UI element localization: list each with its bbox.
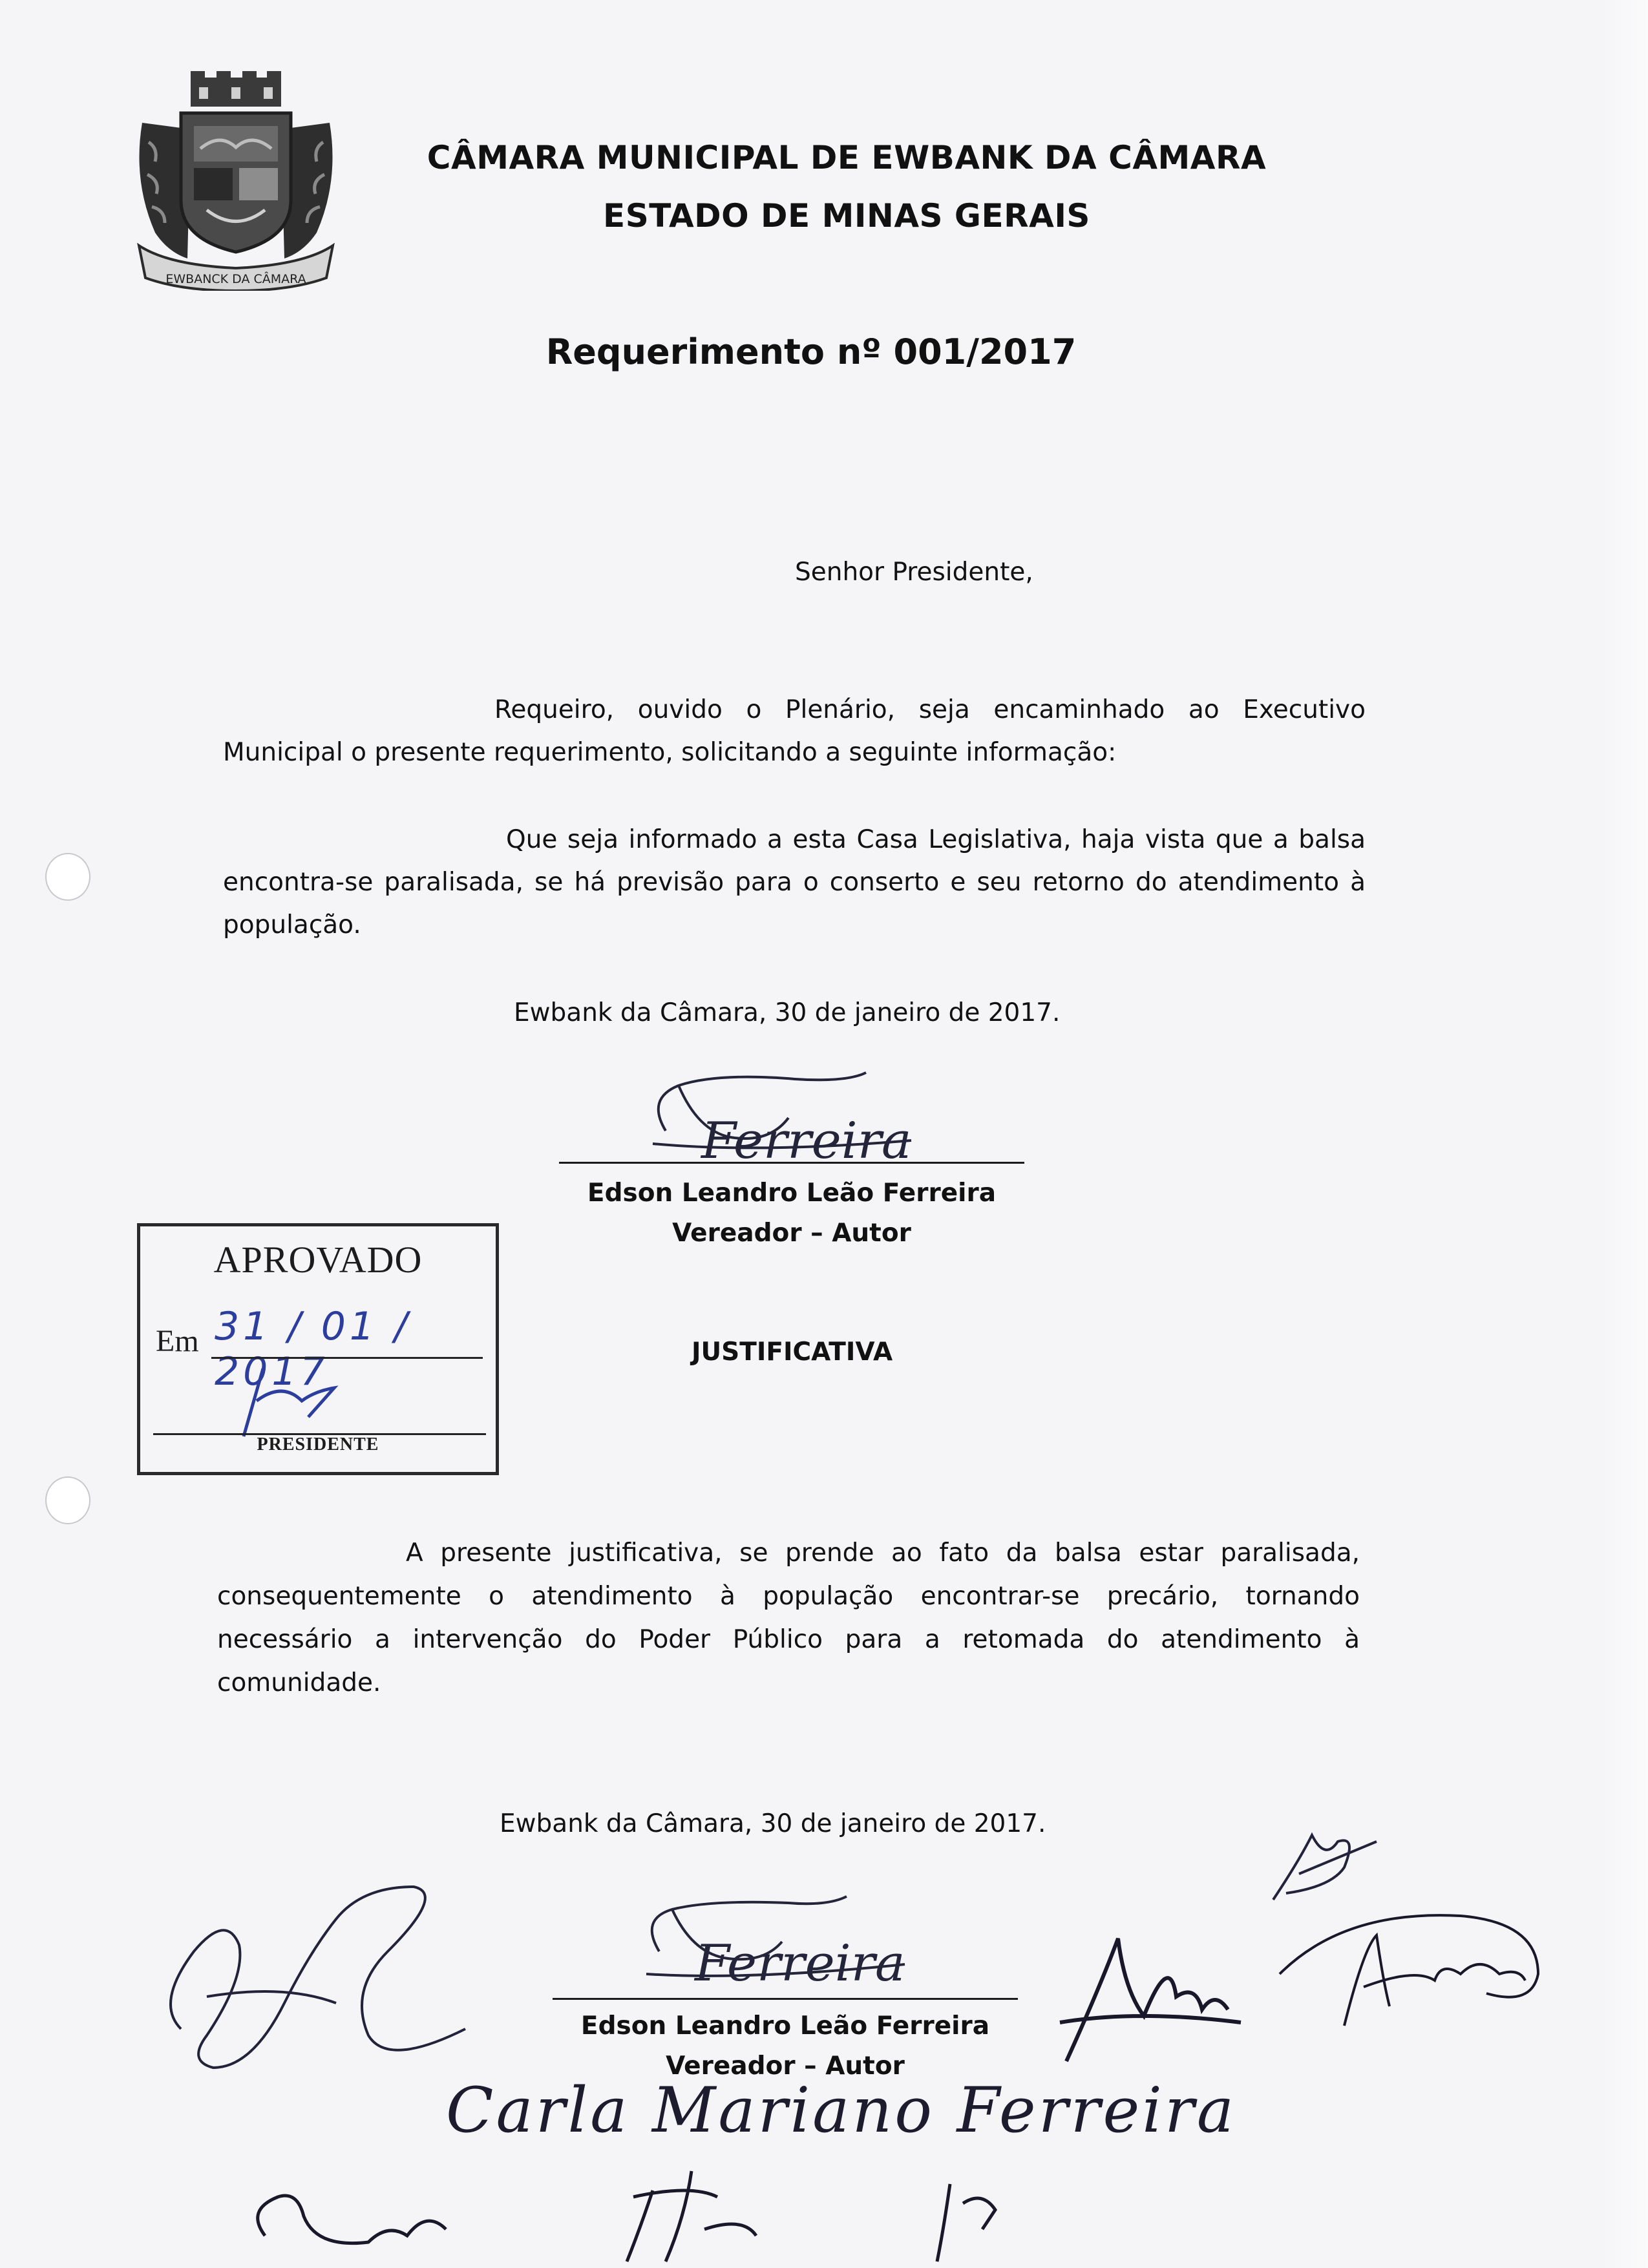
councillor-signature-middle: [1047, 1913, 1254, 2081]
author-name-1: Edson Leandro Leão Ferreira: [587, 1179, 997, 1208]
approval-stamp: [137, 1223, 499, 1475]
punch-hole-top: [45, 853, 90, 901]
author-role-1: Vereador – Autor: [672, 1219, 911, 1248]
salutation: Senhor Presidente,: [795, 558, 1033, 587]
date-line-1: Ewbank da Câmara, 30 de janeiro de 2017.: [514, 998, 1061, 1027]
author-signature-2: [633, 1887, 969, 1993]
author-name-2: Edson Leandro Leão Ferreira: [580, 2011, 990, 2041]
signature-line-1: [559, 1162, 1024, 1164]
punch-hole-bottom: [45, 1476, 90, 1524]
councillor-signature-right: [1267, 1896, 1558, 2045]
president-initials: [237, 1356, 366, 1440]
justification-text: A presente justificativa, se prende ao fato da balsa estar paralisada, consequentemente o atendimento à população encontrar-se precário, tornando necessário a intervenção do Poder Público para a retomada do atendimento à comunidade.: [217, 1538, 1360, 1697]
document-title: Requerimento nº 001/2017: [545, 331, 1077, 372]
signature-2-handwriting: Ferreira: [695, 1935, 905, 1993]
state-name: ESTADO DE MINAS GERAIS: [603, 197, 1090, 235]
author-signature-1: [640, 1060, 976, 1170]
justification-heading: JUSTIFICATIVA: [692, 1338, 893, 1367]
stamp-president-label: PRESIDENTE: [257, 1434, 379, 1454]
councillor-signature-left: [142, 1874, 478, 2087]
council-name: CÂMARA MUNICIPAL DE EWBANK DA CÂMARA: [427, 139, 1267, 176]
signature-1-handwriting: Ferreira: [701, 1112, 912, 1170]
handwritten-councillor-name: Carla Mariano Ferreira: [446, 2074, 1237, 2147]
municipal-coat-of-arms: [129, 71, 343, 291]
stamp-handwritten-date: 31 / 01 / 2017: [215, 1304, 412, 1394]
stamp-title: APROVADO: [213, 1239, 423, 1281]
author-role-2: Vereador – Autor: [666, 2052, 905, 2081]
information-paragraph: Que seja informado a esta Casa Legislativa, haja vista que a balsa encontra-se paralisada, se há previsão para o conserto e seu retorno do atendimento à população.: [223, 825, 1366, 940]
crest-ribbon-text: EWBANCK DA CÂMARA: [165, 272, 306, 286]
stamp-em-label: Em: [156, 1324, 199, 1358]
request-paragraph: Requeiro, ouvido o Plenário, seja encaminhado ao Executivo Municipal o presente requerimento, solicitando a seguinte informação:: [223, 695, 1366, 767]
bottom-signatures: [239, 2158, 1079, 2268]
signature-line-2: [553, 1998, 1018, 2000]
date-line-2: Ewbank da Câmara, 30 de janeiro de 2017.: [500, 1809, 1046, 1838]
